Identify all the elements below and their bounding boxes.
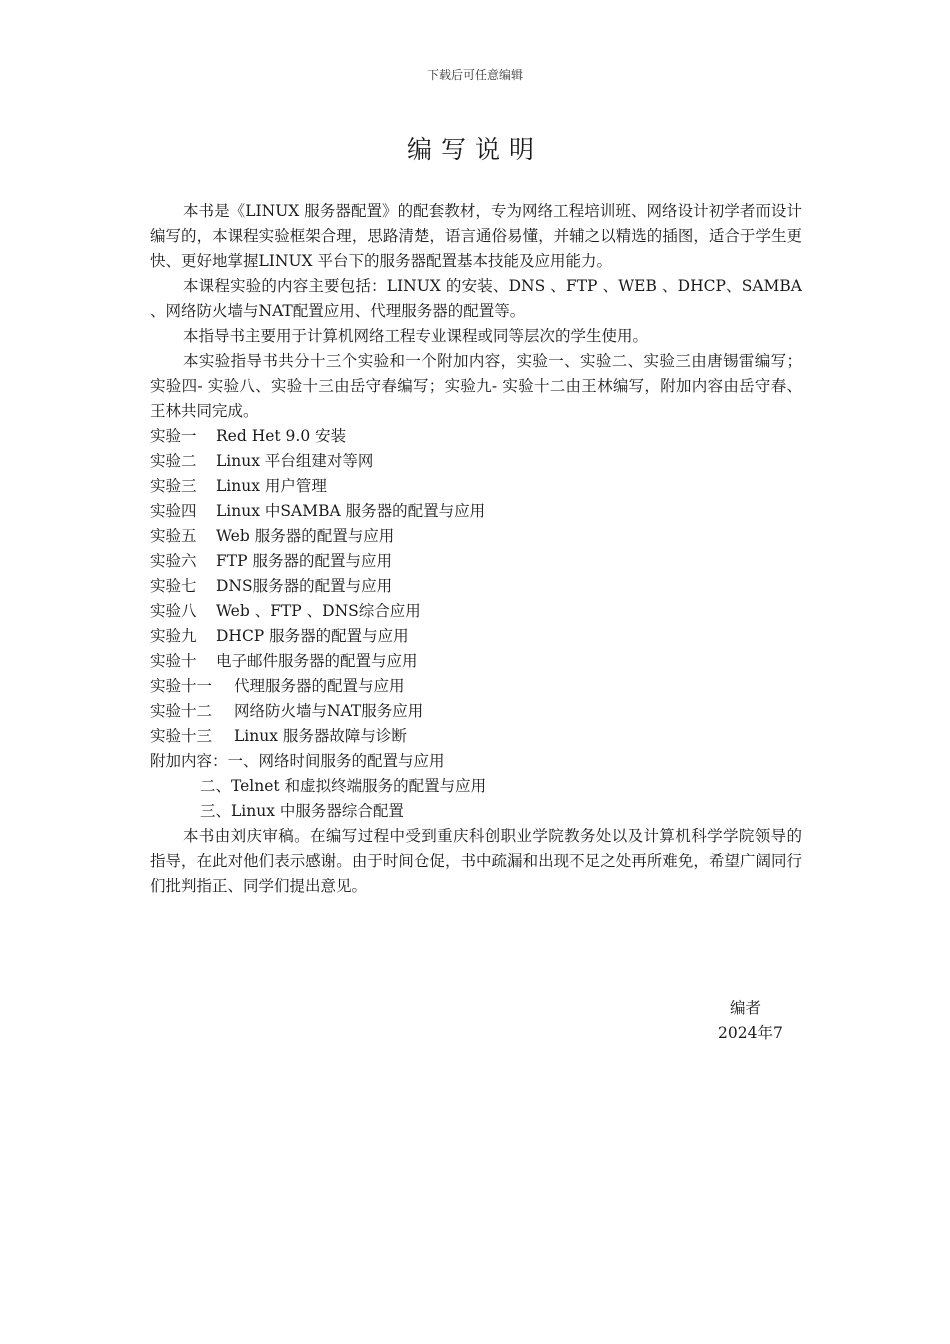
experiment-label: 实验十二 (150, 702, 213, 720)
experiment-label: 实验一 (150, 427, 197, 445)
appendix-item: 二、Telnet 和虚拟终端服务的配置与应用 (200, 777, 487, 795)
experiment-title: FTP 服务器的配置与应用 (216, 552, 392, 570)
experiment-title: Linux 平台组建对等网 (216, 452, 374, 470)
signature-date: 2024年7 (718, 1024, 783, 1042)
intro-paragraph-1: 本书是《LINUX 服务器配置》的配套教材，专为网络工程培训班、网络设计初学者而设计编写的，本课程实验框架合理，思路清楚，语言通俗易懂，并辅之以精选的插图，适合于学生更快、更好地掌握LINUX 平台下的服务器配置基本技能及应用能力。 (150, 202, 802, 270)
experiment-item (150, 499, 802, 524)
appendix-heading: 附加内容：一、网络时间服务的配置与应用 (150, 752, 445, 770)
experiment-item (150, 549, 802, 574)
experiment-label: 实验十 (150, 652, 197, 670)
appendix-list (150, 749, 802, 824)
intro-paragraph-3: 本指导书主要用于计算机网络工程专业课程或同等层次的学生使用。 (183, 327, 649, 345)
experiment-title: Linux 服务器故障与诊断 (234, 727, 407, 745)
experiment-item (150, 674, 802, 699)
experiment-list (150, 424, 802, 749)
experiment-title: DHCP 服务器的配置与应用 (216, 627, 409, 645)
experiment-label: 实验七 (150, 577, 197, 595)
intro-paragraph-4: 本实验指导书共分十三个实验和一个附加内容，实验一、实验二、实验三由唐锡雷编写；实验四- 实验八、实验十三由岳守春编写；实验九- 实验十二由王林编写，附加内容由岳守春、王林共同完成。 (150, 352, 802, 420)
appendix-item: 三、Linux 中服务器综合配置 (200, 802, 404, 820)
experiment-item (150, 474, 802, 499)
experiment-label: 实验二 (150, 452, 197, 470)
experiment-label: 实验四 (150, 502, 197, 520)
experiment-item (150, 574, 802, 599)
experiment-label: 实验三 (150, 477, 197, 495)
experiment-label: 实验八 (150, 602, 197, 620)
experiment-title: DNS服务器的配置与应用 (216, 577, 393, 595)
experiment-item (150, 449, 802, 474)
document-title: 编写说明 (406, 135, 543, 164)
document-body (150, 199, 802, 899)
signature-editor: 编者 (730, 999, 762, 1017)
experiment-item (150, 699, 802, 724)
experiment-label: 实验十三 (150, 727, 213, 745)
experiment-title: Linux 中SAMBA 服务器的配置与应用 (216, 502, 486, 520)
experiment-title: Linux 用户管理 (216, 477, 327, 495)
experiment-title: 网络防火墙与NAT服务应用 (234, 702, 424, 720)
experiment-title: Red Het 9.0 安装 (216, 427, 347, 445)
experiment-item (150, 724, 802, 749)
experiment-item (150, 624, 802, 649)
experiment-title: 代理服务器的配置与应用 (234, 677, 405, 695)
experiment-label: 实验九 (150, 627, 197, 645)
experiment-item (150, 424, 802, 449)
experiment-title: 电子邮件服务器的配置与应用 (216, 652, 418, 670)
experiment-label: 实验十一 (150, 677, 213, 695)
experiment-title: Web 服务器的配置与应用 (216, 527, 395, 545)
experiment-item (150, 524, 802, 549)
experiment-label: 实验六 (150, 552, 197, 570)
intro-paragraph-2: 本课程实验的内容主要包括：LINUX 的安装、DNS 、FTP 、WEB 、DHCP、SAMBA 、网络防火墙与NAT配置应用、代理服务器的配置等。 (150, 277, 802, 320)
closing-paragraph: 本书由刘庆审稿。在编写过程中受到重庆科创职业学院教务处以及计算机科学学院领导的指导，在此对他们表示感谢。由于时间仓促，书中疏漏和出现不足之处再所难免，希望广阔同行们批判指正、同学们提出意见。 (150, 827, 802, 895)
experiment-item (150, 599, 802, 624)
experiment-item (150, 649, 802, 674)
experiment-title: Web 、FTP 、DNS综合应用 (216, 602, 421, 620)
header-note: 下载后可任意编辑 (426, 68, 523, 82)
experiment-label: 实验五 (150, 527, 197, 545)
